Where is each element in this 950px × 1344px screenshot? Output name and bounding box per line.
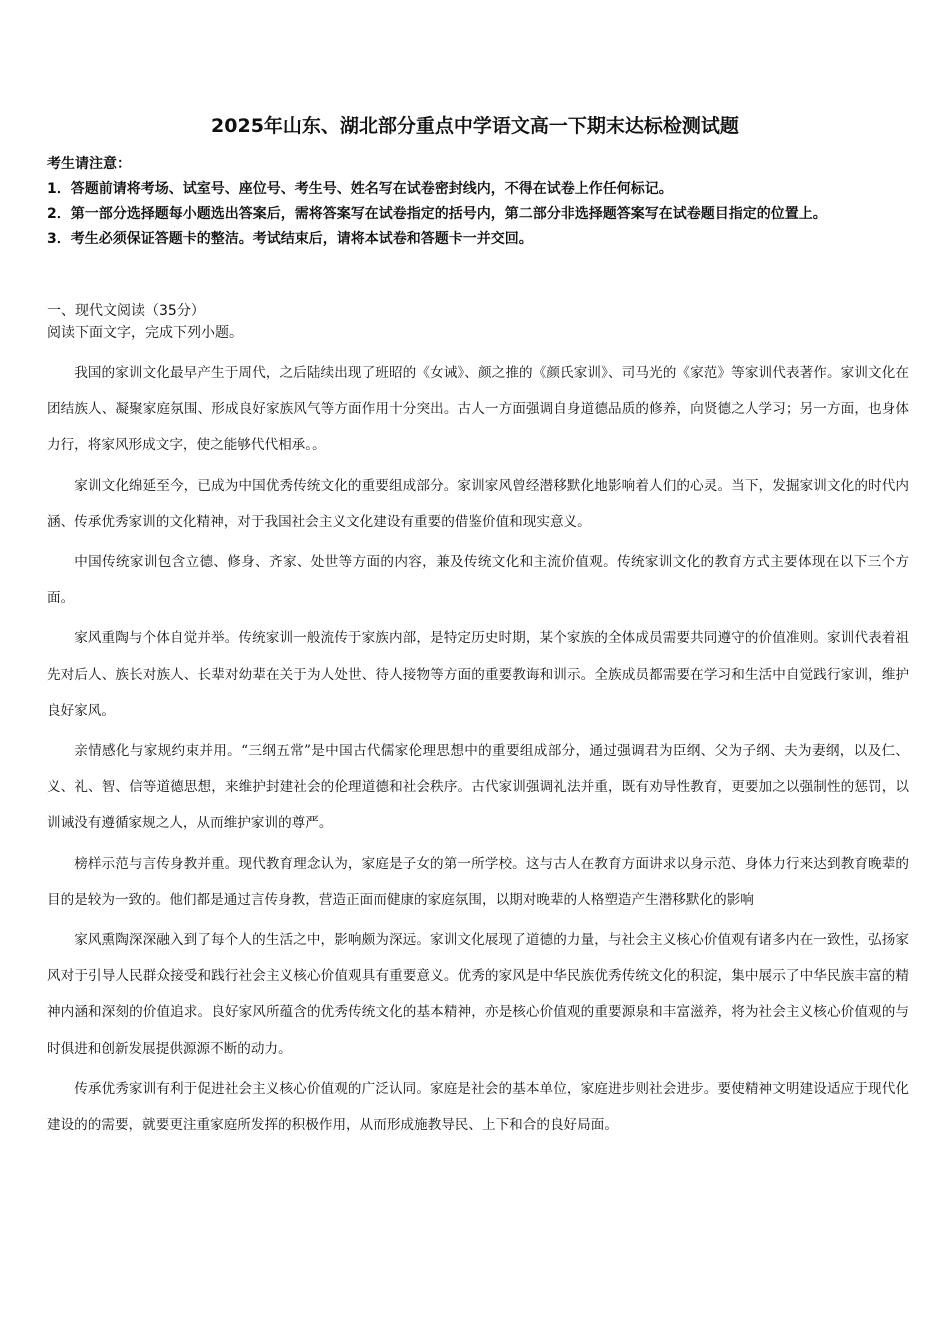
passage-paragraph: 传承优秀家训有利于促进社会主义核心价值观的广泛认同。家庭是社会的基本单位，家庭进步则社会进步。要使精神文明建设适应于现代化建设的的需要，就要更注重家庭所发挥的积极作用，从而形成施教导民、上下和合的良好局面。 — [47, 1080, 909, 1134]
exam-title: 2025年山东、湖北部分重点中学语文高一下期末达标检测试题 — [211, 115, 739, 137]
passage-paragraph: 亲情感化与家规约束并用。“三纲五常”是中国古代儒家伦理思想中的重要组成部分，通过强调君为臣纲、父为子纲、夫为妻纲，以及仁、义、礼、智、信等道德思想，来维护封建社会的伦理道德和社会秩序。古代家训强调礼法并重，既有劝导性教育，更要加之以强制性的惩罚，以训诫没有遵循家规之人，从而维护家训的尊严。 — [47, 743, 909, 832]
passage-paragraph: 我国的家训文化最早产生于周代，之后陆续出现了班昭的《女诫》、颜之推的《颜氏家训》、司马光的《家范》等家训代表著作。家训文化在团结族人、凝聚家庭氛围、形成良好家族风气等方面作用十分突出。古人一方面强调自身道德品质的修养，向贤德之人学习；另一方面，也身体力行，将家风形成文字，使之能够代代相承。。 — [47, 365, 909, 454]
notice-item: 3．考生必须保证答题卡的整洁。考试结束后，请将本试卷和答题卡一并交回。 — [47, 231, 533, 247]
notice-item: 2．第一部分选择题每小题选出答案后，需将答案写在试卷指定的括号内，第二部分非选择题答案写在试卷题目指定的位置上。 — [47, 206, 827, 222]
reading-section-header — [47, 300, 907, 344]
passage-paragraph: 榜样示范与言传身教并重。现代教育理念认为，家庭是子女的第一所学校。这与古人在教育方面讲求以身示范、身体力行来达到教育晚辈的目的是较为一致的。他们都是通过言传身教，营造正面而健康的家庭氛围，以期对晚辈的人格塑造产生潜移默化的影响 — [47, 855, 909, 908]
section-heading: 一、现代文阅读（35分） — [47, 303, 205, 319]
passage-paragraph: 家训文化绵延至今，已成为中国优秀传统文化的重要组成部分。家训家风曾经潜移默化地影响着人们的心灵。当下，发掘家训文化的时代内涵、传承优秀家训的文化精神，对于我国社会主义文化建设有重要的借鉴价值和现实意义。 — [47, 477, 909, 530]
notice-item: 1．答题前请将考场、试室号、座位号、考生号、姓名写在试卷密封线内，不得在试卷上作任何标记。 — [47, 181, 673, 197]
passage-paragraph: 家风重陶与个体自觉并举。传统家训一般流传于家族内部，是特定历史时期，某个家族的全体成员需要共同遵守的价值准则。家训代表着祖先对后人、族长对族人、长辈对幼辈在关于为人处世、待人接物等方面的重要教诲和训示。全族成员都需要在学习和生活中自觉践行家训，维护良好家风。 — [47, 630, 909, 719]
reading-passage — [47, 355, 909, 1147]
notice-block — [47, 152, 907, 252]
section-instruction: 阅读下面文字，完成下列小题。 — [47, 325, 243, 341]
passage-paragraph: 家风熏陶深深融入到了每个人的生活之中，影响颇为深远。家训文化展现了道德的力量，与社会主义核心价值观有诸多内在一致性，弘扬家风对于引导人民群众接受和践行社会主义核心价值观具有重要意义。优秀的家风是中华民族优秀传统文化的积淀，集中展示了中华民族丰富的精神内涵和深刻的价值追求。良好家风所蕴含的优秀传统文化的基本精神，亦是核心价值观的重要源泉和丰富滋养，将为社会主义核心价值观的与时俱进和创新发展提供源源不断的动力。 — [47, 932, 909, 1057]
passage-paragraph: 中国传统家训包含立德、修身、齐家、处世等方面的内容，兼及传统文化和主流价值观。传统家训文化的教育方式主要体现在以下三个方面。 — [47, 554, 909, 607]
notice-heading: 考生请注意： — [47, 156, 131, 172]
